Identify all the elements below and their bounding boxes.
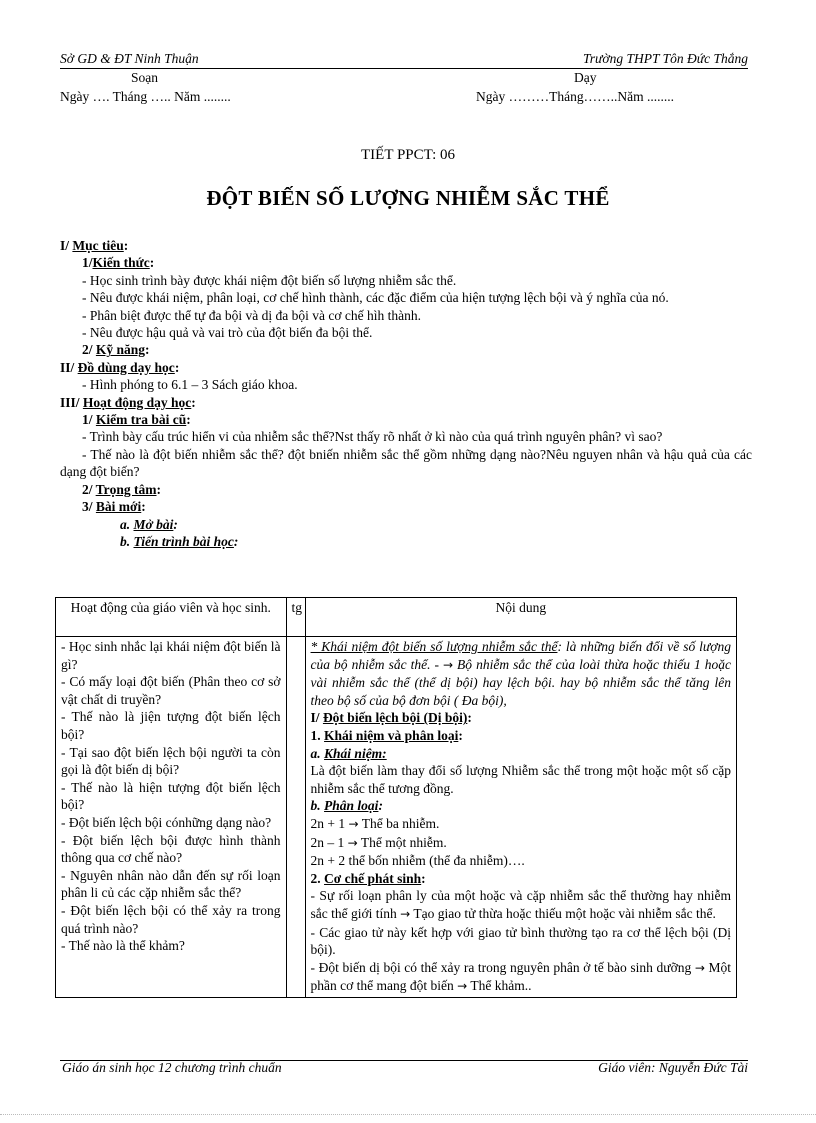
subsection-process: b. Tiến trình bài học: bbox=[120, 533, 239, 549]
mechanism-item: - Sự rối loạn phân ly của một hoặc và cặp nhiễm sắc thể thường hay nhiễm sắc thể giới tính → Tạo giao tử thừa hoặc thiếu một hoặc vài nhiễm sắc thể. bbox=[310, 888, 731, 921]
mechanism-item: - Đột biến dị bội có thể xảy ra trong nguyên phân ở tế bào sinh dưỡng → Một phần cơ thể mang đột biến → Thể khảm.. bbox=[310, 959, 731, 994]
footer-course: Giáo án sinh học 12 chương trình chuẩn bbox=[62, 1060, 282, 1075]
teacher-question: - Đột biến lệch bội cónhững dạng nào? bbox=[61, 814, 272, 830]
teacher-question: - Tại sao đột biến lệch bội người ta còn gọi là đột biến dị bội? bbox=[61, 744, 281, 778]
subsection-concept: a. Khái niệm: bbox=[310, 745, 387, 761]
subsection-intro: a. Mở bài: bbox=[120, 516, 178, 532]
arrow-icon: → bbox=[348, 816, 359, 831]
lesson-body bbox=[60, 237, 752, 550]
subsection-concept-classification: 1. Khái niệm và phân loại: bbox=[310, 727, 463, 743]
table-row bbox=[56, 637, 737, 998]
subsection-mechanism: 2. Cơ chế phát sinh: bbox=[310, 870, 426, 886]
knowledge-item: - Phân biệt được thể tự đa bội và dị đa bội và cơ chế hìh thành. bbox=[82, 307, 421, 323]
subsection-review: 1/ Kiểm tra bài cũ: bbox=[82, 412, 191, 428]
formula-monosomy: 2n – 1 → Thể một nhiễm. bbox=[310, 834, 447, 850]
teacher-question: - Thế nào là thể khảm? bbox=[61, 938, 185, 954]
concept-text: Là đột biến làm thay đổi số lượng Nhiễm sắc thể trong một hoặc một số cặp nhiễm sắc thể tương đồng. bbox=[310, 763, 731, 796]
subsection-classification: b. Phân loại: bbox=[310, 798, 383, 814]
table-header-time: tg bbox=[286, 598, 305, 637]
table-header-row bbox=[56, 598, 737, 637]
header-soan-label: Soạn bbox=[131, 70, 158, 85]
header-date-left: Ngày …. Tháng ….. Năm ........ bbox=[60, 89, 231, 104]
teacher-question: - Có mấy loại đột biến (Phân theo cơ sở vật chất di truyền? bbox=[61, 674, 281, 707]
knowledge-item: - Nêu được hậu quả và vai trò của đột biến đa bội thể. bbox=[82, 325, 373, 341]
teacher-activities-cell bbox=[56, 637, 287, 998]
formula-tetrasomy: 2n + 2 thể bốn nhiễm (thể đa nhiễm)…. bbox=[310, 853, 525, 869]
subsection-skills: 2/ Kỹ năng: bbox=[82, 342, 150, 358]
arrow-icon: → bbox=[400, 906, 411, 921]
table-header-activity: Hoạt động của giáo viên và học sinh. bbox=[56, 598, 287, 637]
section-aneuploidy: I/ Đột biến lệch bội (Dị bội): bbox=[310, 710, 472, 726]
lesson-table bbox=[55, 597, 737, 998]
header-date-right: Ngày ………Tháng……..Năm ........ bbox=[476, 89, 674, 104]
footer-teacher: Giáo viên: Nguyễn Đức Tài bbox=[598, 1060, 748, 1075]
knowledge-item: - Nêu được khái niệm, phân loại, cơ chế hình thành, các đặc điểm của hiện tượng lệch bội và ý nghĩa của nó. bbox=[82, 290, 669, 306]
subsection-new-lesson: 3/ Bài mới: bbox=[82, 499, 146, 515]
knowledge-item: - Học sinh trình bày được khái niệm đột biến số lượng nhiễm sắc thể. bbox=[82, 272, 457, 288]
arrow-icon: → bbox=[457, 979, 468, 994]
review-question: - Trình bày cấu trúc hiển vi của nhiễm sắc thể?Nst thấy rõ nhất ở kì nào của quá trình nguyên phân? vì sao? bbox=[82, 429, 663, 445]
section-activities: III/ Hoạt động dạy học: bbox=[60, 394, 196, 410]
review-question: - Thế nào là đột biến nhiễm sắc thể? đột bniến nhiễm sắc thể gồm những dạng nào?Nêu nguyen nhân và hậu quả của các dạng đột biến? bbox=[60, 446, 752, 480]
teacher-question: - Thế nào là jiện tượng đột biến lệch bội? bbox=[61, 709, 281, 742]
subsection-focus: 2/ Trọng tâm: bbox=[82, 481, 162, 497]
teacher-question: - Thế nào là hiện tượng đột biến lệch bội? bbox=[61, 779, 281, 813]
materials-item: - Hình phóng to 6.1 – 3 Sách giáo khoa. bbox=[82, 377, 298, 393]
period-title: TIẾT PPCT: 06 bbox=[361, 147, 455, 163]
time-cell bbox=[286, 637, 305, 998]
arrow-icon: → bbox=[347, 835, 358, 850]
teacher-question: - Đột biến lệch bội được hình thành thông qua cơ chế nào? bbox=[61, 832, 281, 866]
header-department: Sở GD & ĐT Ninh Thuận bbox=[60, 51, 199, 66]
concept-definition: * Khái niệm đột biến số lượng nhiễm sắc thể: là những biến đổi về số lượng của bộ nhiễm sắc thể. - → Bộ nhiễm sắc thể của loài thừa hoặc thiếu 1 hoặc vài nhiễm sắc thể (thể dị bội) hay lệch bội. hay bộ nhiễm sắc thể tăng lên theo bộ số của bộ đơn bội ( Đa bội), bbox=[310, 639, 732, 708]
formula-trisomy: 2n + 1 → Thể ba nhiễm. bbox=[310, 815, 440, 831]
teacher-question: - Đột biến lệch bội có thể xảy ra trong quá trình nào? bbox=[61, 902, 281, 936]
section-materials: II/ Đồ dùng dạy học: bbox=[60, 359, 180, 375]
page-break-line bbox=[0, 1114, 816, 1115]
header-school: Trường THPT Tôn Đức Thắng bbox=[583, 51, 748, 66]
header-day-label: Dạy bbox=[574, 70, 597, 85]
lesson-title: ĐỘT BIẾN SỐ LƯỢNG NHIỄM SẮC THỂ bbox=[206, 186, 610, 210]
mechanism-item: - Các giao tử này kết hợp với giao tử bình thường tạo ra cơ thể lệch bội (Dị bội). bbox=[310, 924, 731, 958]
arrow-icon: → bbox=[694, 960, 705, 975]
teacher-question: - Học sinh nhắc lại khái niệm đột biến là gì? bbox=[61, 639, 281, 672]
arrow-icon: → bbox=[442, 657, 454, 672]
table-header-content: Nội dung bbox=[305, 598, 736, 637]
content-cell bbox=[305, 637, 736, 998]
section-objectives: I/ Mục tiêu: bbox=[60, 238, 129, 253]
header-divider bbox=[60, 68, 748, 69]
teacher-question: - Nguyên nhân nào dẫn đến sự rối loạn phân li củ các cặp nhiễm sắc thể? bbox=[61, 867, 281, 901]
subsection-knowledge: 1/Kiến thức: bbox=[82, 255, 155, 271]
